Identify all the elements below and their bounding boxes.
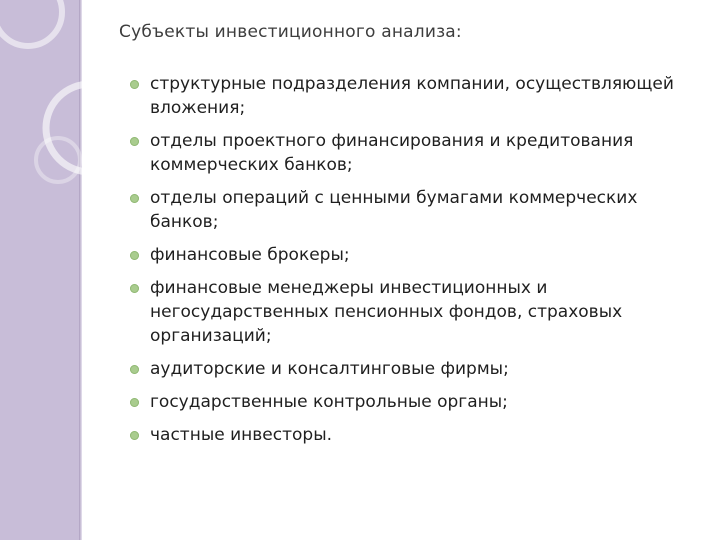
bullet-item: финансовые брокеры; — [130, 243, 705, 267]
bullet-item: финансовые менеджеры инвестиционных и негосударственных пенсионных фондов, страховых организаций; — [130, 276, 705, 348]
slide-title: Субъекты инвестиционного анализа: — [119, 22, 462, 42]
bullet-list — [130, 72, 705, 456]
bullet-item: аудиторские и консалтинговые фирмы; — [130, 357, 705, 381]
bullet-item: государственные контрольные органы; — [130, 390, 705, 414]
bullet-item: структурные подразделения компании, осуществляющей вложения; — [130, 72, 705, 120]
bullet-item: частные инвесторы. — [130, 423, 705, 447]
sidebar-decoration — [0, 0, 79, 540]
bullet-item: отделы операций с ценными бумагами коммерческих банков; — [130, 186, 705, 234]
sidebar-edge — [79, 0, 82, 540]
bullet-item: отделы проектного финансирования и кредитования коммерческих банков; — [130, 129, 705, 177]
